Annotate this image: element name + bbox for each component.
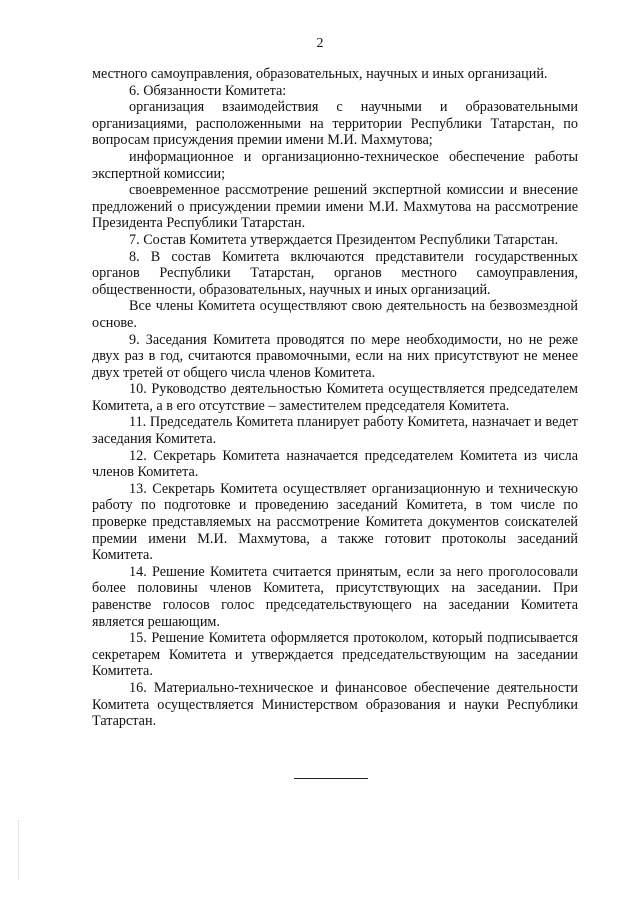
paragraph-9: 9. Заседания Комитета проводятся по мере необходимости, но не реже двух раз в год, считаются правомочными, если на них присутствуют не менее двух третей от общего числа членов Комитета. <box>92 331 578 381</box>
paragraph-duties-heading: 6. Обязанности Комитета: <box>129 82 287 99</box>
paragraph-duty-2: информационное и организационно-техническое обеспечение работы экспертной комиссии; <box>92 148 578 182</box>
paragraph-duty-1: организация взаимодействия с научными и образовательными организациями, расположенными на территории Республики Татарстан, по вопросам присуждения премии имени М.И. Махмутова; <box>92 99 578 149</box>
paragraph-8-members: Все члены Комитета осуществляют свою деятельность на безвозмездной основе. <box>92 298 578 331</box>
paragraph-8: 8. В состав Комитета включаются представители государственных органов Республики Татарстан, органов местного самоуправления, общественности, образовательных, научных и иных организаций. <box>92 248 578 298</box>
paragraph-14: 14. Решение Комитета считается принятым, если за него проголосовали более половины членов Комитета, присутствующих на заседании. При равенстве голосов голос председательствующего на заседании Комитета является решающим. <box>92 563 578 630</box>
paragraph-7: 7. Состав Комитета утверждается Президентом Республики Татарстан. <box>129 231 559 248</box>
paragraph-13: 13. Секретарь Комитета осуществляет организационную и техническую работу по подготовке и проведению заседаний Комитета, в том числе по проверке представляемых на рассмотрение Комитета документов соискателей премии имени М.И. Махмутова, а также готовит протоколы заседаний Комитета. <box>92 480 578 564</box>
scan-edge-marks <box>18 820 25 880</box>
paragraph-continuation: местного самоуправления, образовательных, научных и иных организаций. <box>92 66 548 82</box>
paragraph-15: 15. Решение Комитета оформляется протоколом, который подписывается секретарем Комитета и утверждается председательствующим на заседании Комитета. <box>92 630 578 680</box>
paragraph-11: 11. Председатель Комитета планирует работу Комитета, назначает и ведет заседания Комитета. <box>92 414 578 448</box>
document-body <box>92 66 578 730</box>
page-number: 2 <box>316 36 324 51</box>
paragraph-16: 16. Материально-техническое и финансовое обеспечение деятельности Комитета осуществляется Министерством образования и науки Республики Татарстан. <box>92 679 578 730</box>
paragraph-duty-3: своевременное рассмотрение решений экспертной комиссии и внесение предложений о присуждении премии имени М.И. Махмутова на рассмотрение Президента Республики Татарстан. <box>92 182 578 232</box>
paragraph-10: 10. Руководство деятельностью Комитета осуществляется председателем Комитета, а в его отсутствие – заместителем председателя Комитета. <box>92 381 578 414</box>
paragraph-12: 12. Секретарь Комитета назначается председателем Комитета из числа членов Комитета. <box>92 447 578 481</box>
end-separator-line <box>294 778 368 779</box>
